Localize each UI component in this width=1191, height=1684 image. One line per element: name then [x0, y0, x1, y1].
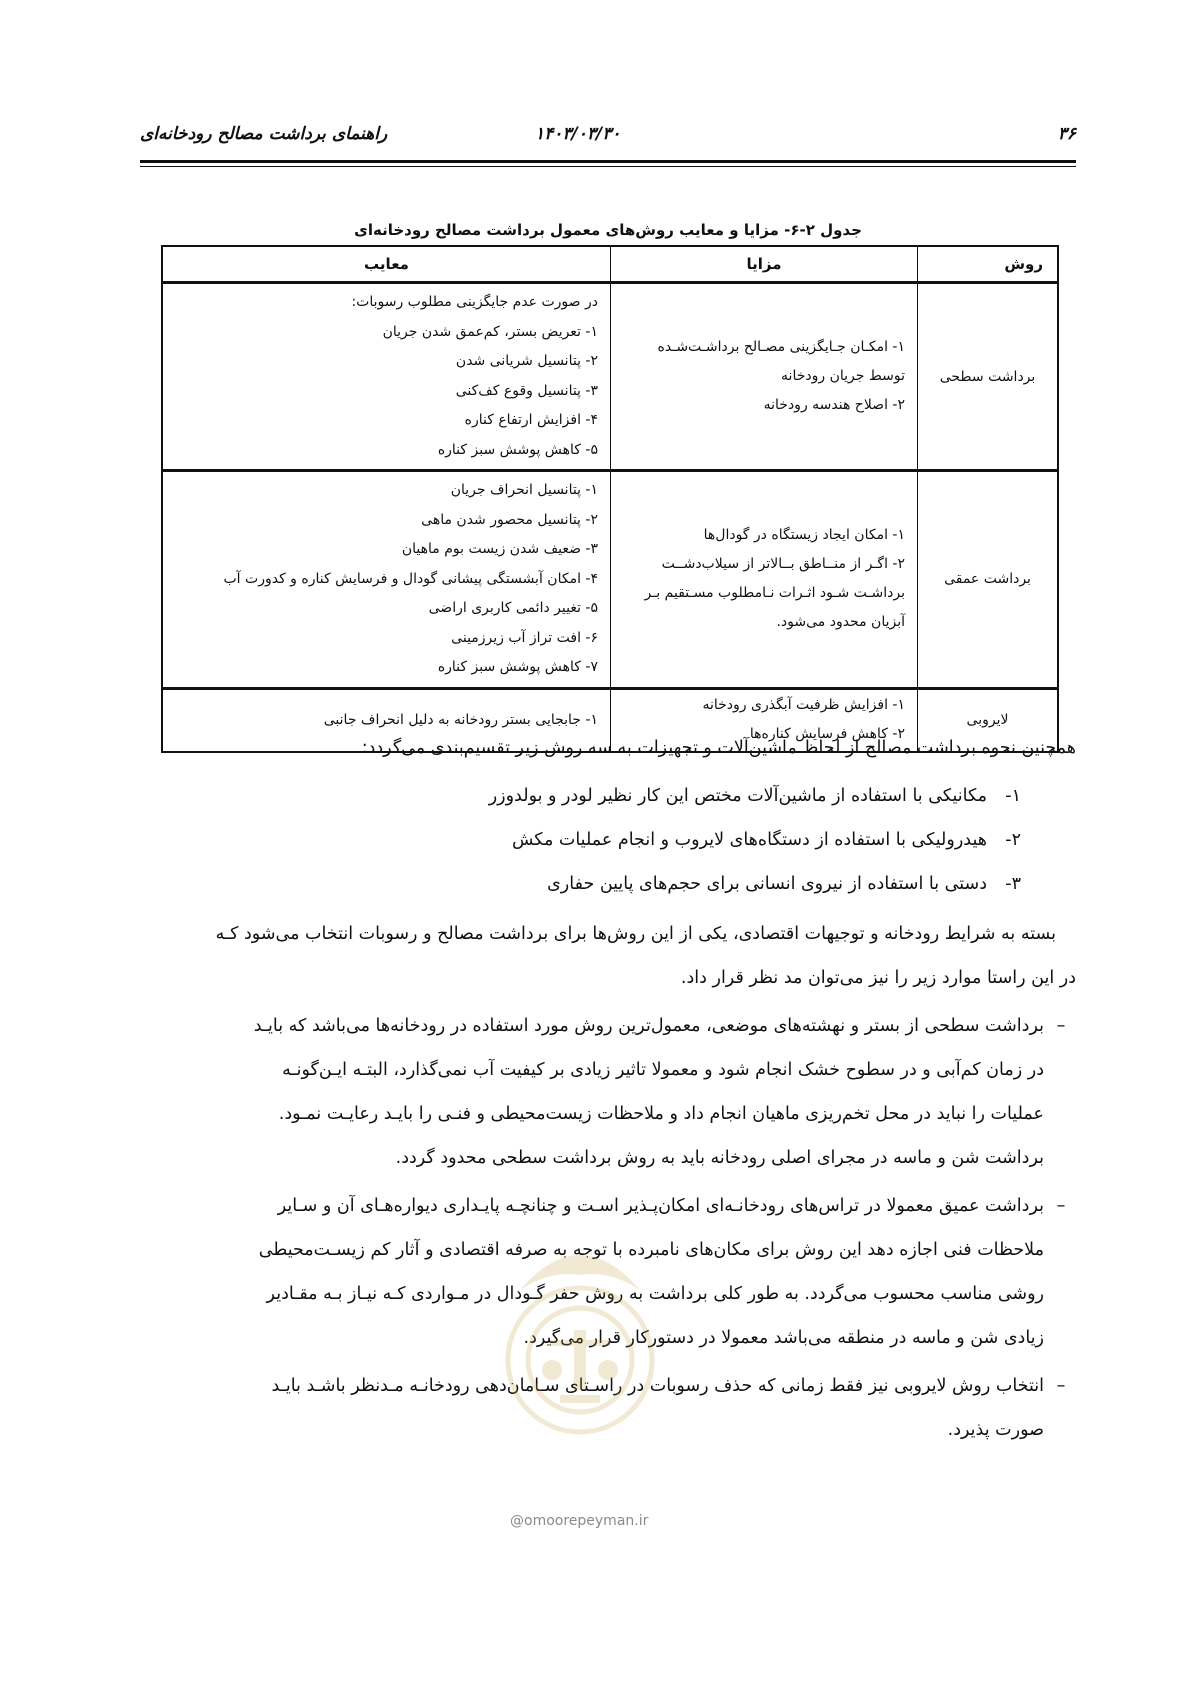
advantages-cell: [611, 471, 918, 689]
bullet-dash: –: [1056, 1376, 1066, 1396]
disadvantage-line: ۱- پتانسیل انحراف جریان: [450, 482, 598, 498]
advantage-line: ۲- اصلاح هندسه رودخانه: [763, 397, 905, 413]
advantage-line: ۲- کاهش فرسایش کناره‌ها: [749, 726, 905, 743]
disadvantage-line: ۷- کاهش پوشش سبز کناره: [437, 659, 598, 675]
bullet-line: برداشت عمیق معمولا در تراس‌های رودخانـه‌ای امکان‌پـذیر اسـت و چنانچـه پایـداری دیواره‌هـای آن و سـایر: [277, 1196, 1044, 1216]
body-paragraph: [140, 956, 1076, 1000]
header-title: راهنمای برداشت مصالح رودخانه‌ای: [140, 124, 388, 144]
bullet-line: روشی مناسب محسوب می‌گردد. به طور کلی برداشت به روش حفر گـودال در مـواردی کـه نیـاز بـه مقـادیر: [266, 1284, 1044, 1304]
disadvantage-line: ۱- جابجایی بستر رودخانه به دلیل انحراف جانبی: [323, 711, 598, 728]
bullet-line: در زمان کم‌آبی و در سطوح خشک انجام شود و معمولا تاثیر زیادی بر کیفیت آب نمی‌گذارد، البتـه ایـن‌گونـه: [282, 1060, 1044, 1080]
bullet-line: زیادی شن و ماسه در منطقه می‌باشد معمولا در دستورکار قرار می‌گیرد.: [523, 1328, 1044, 1348]
disadvantage-line: ۲- پتانسیل شریانی شدن: [455, 353, 598, 369]
advantage-line: برداشـت شـود اثـرات نـامطلوب مسـتقیم بـر: [644, 585, 905, 602]
header-advantages: مزایا: [611, 246, 918, 283]
list-number: ۳-: [1005, 874, 1021, 894]
method-cell: برداشت سطحی: [918, 283, 1059, 471]
method-cell: لایروبی: [918, 688, 1059, 752]
header-method: روش: [918, 246, 1059, 283]
method-cell: برداشت عمقی: [918, 471, 1059, 689]
disadvantage-line: ۶- افت تراز آب زیرزمینی: [451, 629, 598, 646]
header-date: ۱۴۰۳/۰۳/۳۰: [535, 124, 621, 144]
list-item: [512, 830, 1021, 850]
advantage-line: ۱- امکان ایجاد زیستگاه در گودال‌ها: [703, 527, 905, 544]
disadvantage-line: ۵- کاهش پوشش سبز کناره: [437, 441, 598, 458]
disadvantage-line: ۳- پتانسیل وقوع کف‌کنی: [455, 382, 598, 399]
disadvantage-line: در صورت عدم جایگزینی مطلوب رسوبات:: [351, 294, 598, 310]
bullet-dash: –: [1056, 1016, 1066, 1036]
list-item: [547, 874, 1021, 894]
bullet-line: برداشت شن و ماسه در مجرای اصلی رودخانه باید به روش برداشت سطحی محدود گردد.: [395, 1148, 1044, 1168]
advantages-cell: [611, 283, 918, 471]
bullet-line: صورت پذیرد.: [947, 1420, 1044, 1440]
paragraph-line: بسته به شرایط رودخانه و توجیهات اقتصادی، یکی از این روش‌ها برای برداشت مصالح و رسوبات انتخاب می‌شود کـه: [215, 924, 1056, 944]
bullet-line: عملیات را نباید در محل تخم‌ریزی ماهیان انجام داد و ملاحظات زیست‌محیطی و فنـی را بایـد رعایـت نمـود.: [278, 1104, 1044, 1124]
disadvantage-line: ۵- تغییر دائمی کاربری اراضی: [428, 600, 598, 616]
paragraph-line: در این راستا موارد زیر را نیز می‌توان مد نظر قرار داد.: [680, 968, 1076, 988]
bullet-item: [140, 1004, 1076, 1180]
advantage-line: ۱- افزایش ظرفیت آبگذری رودخانه: [702, 697, 905, 714]
disadvantages-cell: [162, 471, 611, 689]
intro-text: همچنین نحوه برداشت مصالح از لحاظ ماشین‌آلات و تجهیزات به سه روش زیر تقسیم‌بندی می‌گردد:: [361, 738, 1076, 758]
bullet-text: [140, 1004, 1044, 1180]
watermark-logo-icon: [480, 1230, 680, 1460]
bullet-line: انتخاب روش لایروبی نیز فقط زمانی که حذف رسوبات در راسـتای سـامان‌دهی رودخانـه مـدنظر باشـد بایـد: [271, 1376, 1044, 1396]
table-row: [162, 471, 1058, 689]
page-number: ۳۶: [1057, 124, 1076, 144]
disadvantage-line: ۳- ضعیف شدن زیست بوم ماهیان: [401, 541, 598, 557]
watermark-url: @omoorepeyman.ir: [510, 1513, 649, 1529]
methods-table: [161, 245, 1059, 753]
disadvantages-cell: [162, 283, 611, 471]
list-text: دستی با استفاده از نیروی انسانی برای حجم‌های پایین حفاری: [547, 874, 987, 894]
advantage-line: ۱- امکـان جـایگزینی مصـالح برداشـت‌شـده: [657, 339, 905, 355]
list-text: مکانیکی با استفاده از ماشین‌آلات مختص این کار نظیر لودر و بولدوزر: [488, 786, 987, 806]
bullet-line: ملاحظات فنی اجازه دهد این روش برای مکان‌های نامبرده با توجه به صرفه اقتصادی و آثار کم زیسـت‌محیطی: [258, 1240, 1044, 1260]
header-rule-thin: [140, 166, 1076, 167]
body-paragraph: [140, 912, 1056, 956]
page-header: [140, 124, 1076, 152]
advantage-line: آبزیان محدود می‌شود.: [776, 614, 905, 631]
list-text: هیدرولیکی با استفاده از دستگاه‌های لایروب و انجام عملیات مکش: [511, 830, 987, 850]
disadvantage-line: ۱- تعریض بستر، کم‌عمق شدن جریان: [382, 323, 598, 340]
header-disadvantages: معایب: [162, 246, 611, 283]
table-header-row: [162, 246, 1058, 283]
header-rule-thick: [140, 160, 1076, 163]
list-item: [489, 786, 1021, 806]
table-row: [162, 283, 1058, 471]
list-number: ۲-: [1005, 830, 1021, 850]
disadvantage-line: ۴- افزایش ارتفاع کناره: [464, 412, 598, 428]
bullet-dash: –: [1056, 1196, 1066, 1216]
list-number: ۱-: [1005, 786, 1021, 806]
table-caption: جدول ۲-۶- مزایا و معایب روش‌های معمول برداشت مصالح رودخانه‌ای: [354, 221, 862, 239]
advantage-line: ۲- اگـر از منــاطق بــالاتر از سیلاب‌دشــت: [661, 556, 905, 573]
disadvantage-line: ۲- پتانسیل محصور شدن ماهی: [421, 511, 598, 528]
bullet-line: برداشت سطحی از بستر و نهشته‌های موضعی، معمول‌ترین روش مورد استفاده در رودخانه‌ها می‌باشد که بایـد: [253, 1016, 1044, 1036]
disadvantage-line: ۴- امکان آبشستگی پیشانی گودال و فرسایش کناره و کدورت آب: [223, 570, 598, 587]
advantage-line: توسط جریان رودخانه: [781, 368, 905, 384]
